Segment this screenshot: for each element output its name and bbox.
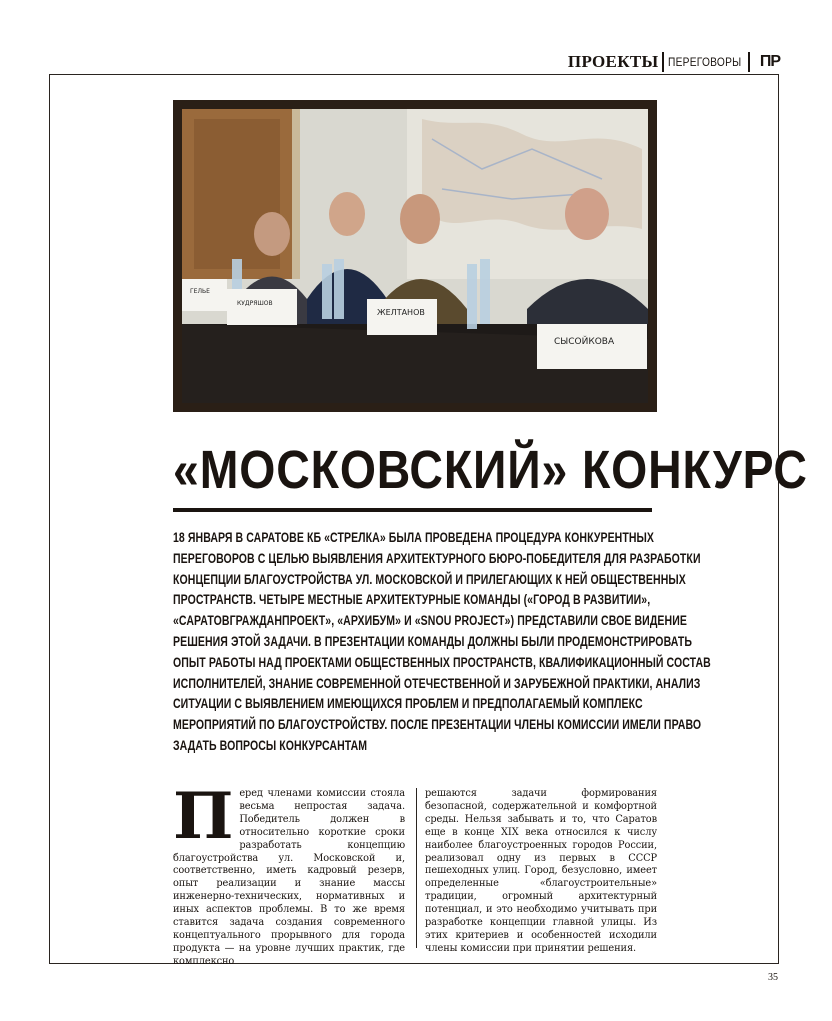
page-number: 35 (768, 972, 778, 983)
article-photo (173, 100, 657, 412)
meeting-photo-illustration (182, 109, 648, 403)
article-title: «МОСКОВСКИЙ» КОНКУРС (173, 440, 808, 500)
body-column-2: решаются задачи формирования безопасной, содержательной и комфортной среды. Нельзя забывать и то, что Саратов еще в конце XIX века относился к числу наиболее благоустроенных городов России, реализовал одну из первых в СССР пешеходных улиц. Город, безусловно, имеет определенные «благоустроительные» традиции, огромный архитектурный потенциал, и это необходимо учитывать при разработке концепции главной улицы. Из этих критериев и особенностей исходили члены комиссии при принятии решения. (425, 788, 657, 954)
title-underline (173, 508, 652, 512)
nameplate-2: КУДРЯШОВ (237, 300, 273, 307)
nameplate-4: СЫСОЙКОВА (554, 337, 615, 347)
body-column-1-text: еред членами комиссии стояла весьма непростая задача. Победитель должен в относительно короткие сроки разработать концепцию благоустройства ул. Московской и, соответственно, иметь кадровый резерв, опыт реализации и знание массы инженерно-технических, нормативных и иных аспектов проблемы. В то же время ставится задача создания современного концептуального прорывного для города продукта — на уровне лучших практик, где комплексно (173, 788, 405, 967)
magazine-logo: ПР (759, 53, 780, 70)
nameplate-3: ЖЕЛТАНОВ (377, 308, 425, 317)
body-column-1 (173, 779, 405, 969)
column-divider (416, 788, 417, 948)
drop-cap: П (173, 779, 234, 854)
nameplate-1: ГЕЛЬЕ (190, 288, 210, 295)
header-divider (662, 52, 664, 72)
subsection-label: ПЕРЕГОВОРЫ (667, 55, 742, 69)
article-lead: 18 ЯНВАРЯ В САРАТОВЕ КБ «СТРЕЛКА» БЫЛА ПРОВЕДЕНА ПРОЦЕДУРА КОНКУРЕНТНЫХ ПЕРЕГОВОРОВ С ЦЕЛЬЮ ВЫЯВЛЕНИЯ АРХИТЕКТУРНОГО БЮРО-ПОБЕДИТЕЛЯ ДЛЯ РАЗРАБОТКИ КОНЦЕПЦИИ БЛАГОУСТРОЙСТВА УЛ. МОСКОВСКОЙ И ПРИЛЕГАЮЩИХ К НЕЙ ОБЩЕСТВЕННЫХ ПРОСТРАНСТВ. ЧЕТЫРЕ МЕСТНЫЕ АРХИТЕКТУРНЫЕ КОМАНДЫ («ГОРОД В РАЗВИТИИ», «САРАТОВГРАЖДАНПРОЕКТ», «АРХИБУМ» И «SNOU PROJECT») ПРЕДСТАВИЛИ СВОЕ ВИДЕНИЕ РЕШЕНИЯ ЭТОЙ ЗАДАЧИ. В ПРЕЗЕНТАЦИИ КОМАНДЫ ДОЛЖНЫ БЫЛИ ПРОДЕМОНСТРИРОВАТЬ ОПЫТ РАБОТЫ НАД ПРОЕКТАМИ ОБЩЕСТВЕННЫХ ПРОСТРАНСТВ, КВАЛИФИКАЦИОННЫЙ СОСТАВ ИСПОЛНИТЕЛЕЙ, ЗНАНИЕ СОВРЕМЕННОЙ ОТЕЧЕСТВЕННОЙ И ЗАРУБЕЖНОЙ ПРАКТИКИ, АНАЛИЗ СИТУАЦИИ С ВЫЯВЛЕНИЕМ ИМЕЮЩИХСЯ ПРОБЛЕМ И ПРЕДПОЛАГАЕМЫЙ КОМПЛЕКС МЕРОПРИЯТИЙ ПО БЛАГОУСТРОЙСТВУ. ПОСЛЕ ПРЕЗЕНТАЦИИ ЧЛЕНЫ КОМИССИИ ИМЕЛИ ПРАВО ЗАДАТЬ ВОПРОСЫ КОНКУРСАНТАМ (173, 530, 711, 753)
running-header (568, 50, 780, 74)
article-body (173, 779, 657, 967)
header-divider-2 (748, 52, 750, 72)
section-label: ПРОЕКТЫ (567, 52, 659, 71)
